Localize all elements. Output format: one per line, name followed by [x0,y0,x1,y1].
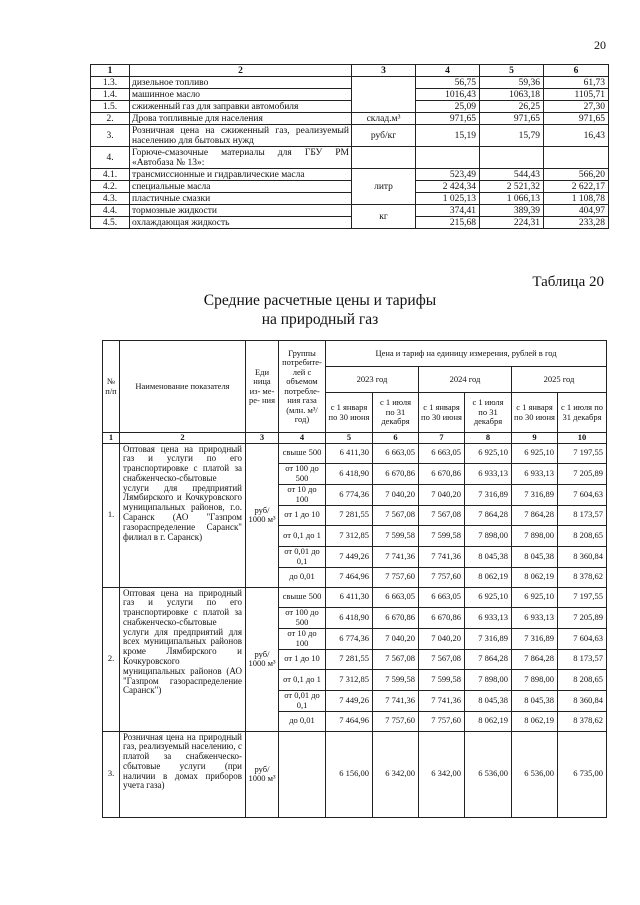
value-cell: 374,41 [416,205,480,217]
table-row [91,169,609,181]
value-cell: 7 567,08 [419,649,465,669]
value-cell: 56,75 [416,77,480,89]
header-year: 2023 год [326,367,419,393]
value-cell: 544,43 [480,169,544,181]
value-cell: 7 205,89 [558,607,607,628]
header-cell: 6 [544,65,609,77]
value-cell: 7 312,85 [326,669,373,690]
value-cell: 7 864,28 [465,505,512,525]
value-cell: 971,65 [480,113,544,125]
value-cell: 7 604,63 [558,484,607,505]
header-cell: 2 [130,65,352,77]
value-cell: 61,73 [544,77,609,89]
unit-cell [352,147,416,169]
value-cell: 8 062,19 [512,711,558,731]
value-cell: 6 925,10 [465,587,512,607]
value-cell: 2 521,32 [480,181,544,193]
value-cell: 8 062,19 [465,567,512,587]
value-cell: 971,65 [544,113,609,125]
row-number: 1.3. [91,77,130,89]
unit-cell: руб/ 1000 м³ [246,587,279,731]
table-row [91,181,609,193]
value-cell: 7 449,26 [326,546,373,567]
group-cell: от 10 до 100 [279,484,326,505]
row-name: Розничная цена на сжиженный газ, реализуемый населению для бытовых нужд [130,125,352,147]
value-cell: 224,31 [480,217,544,229]
value-cell: 1016,43 [416,89,480,101]
value-cell: 6 663,05 [419,443,465,463]
row-number: 1. [103,443,120,587]
row-number: 1.5. [91,101,130,113]
value-cell: 2 424,34 [416,181,480,193]
gas-tariffs-table [102,340,607,818]
group-cell: от 10 до 100 [279,628,326,649]
value-cell: 7 316,89 [512,628,558,649]
value-cell: 7 898,00 [512,525,558,546]
row-name: машинное масло [130,89,352,101]
group-cell: от 0,01 до 0,1 [279,690,326,711]
group-cell: от 0,1 до 1 [279,525,326,546]
value-cell: 1105,71 [544,89,609,101]
value-cell [480,147,544,169]
page-title [0,291,640,329]
value-cell: 8 173,57 [558,649,607,669]
value-cell: 6 536,00 [512,731,558,817]
value-cell: 7 599,58 [419,525,465,546]
value-cell: 7 040,20 [373,628,419,649]
value-cell: 6 933,13 [465,607,512,628]
value-cell: 7 898,00 [465,669,512,690]
value-cell: 8 208,65 [558,525,607,546]
value-cell: 6 663,05 [373,443,419,463]
table-row [91,205,609,217]
table-row [91,89,609,101]
value-cell: 6 670,86 [373,463,419,484]
value-cell: 8 378,62 [558,711,607,731]
value-cell: 7 599,58 [373,525,419,546]
column-number: 3 [246,433,279,444]
value-cell: 404,97 [544,205,609,217]
value-cell: 7 316,89 [465,484,512,505]
value-cell: 6 418,90 [326,607,373,628]
row-number: 4.4. [91,205,130,217]
header-groups: Группы потребите- лей с объемом потребле- ния газа (млн. м³/год) [279,341,326,433]
value-cell: 7 757,60 [419,567,465,587]
header-period: с 1 января по 30 июня [419,393,465,433]
unit-cell: литр [352,169,416,205]
header-unit: Еди ница из- ме- ре- ния [246,341,279,433]
table-header-row [103,341,607,367]
group-cell: до 0,01 [279,567,326,587]
row-name: трансмиссионные и гидравлические масла [130,169,352,181]
value-cell: 1 066,13 [480,193,544,205]
header-cell: 5 [480,65,544,77]
value-cell: 6 925,10 [465,443,512,463]
group-cell: от 100 до 500 [279,463,326,484]
value-cell: 6 774,36 [326,628,373,649]
table-header-row [91,65,609,77]
header-price: Цена и тариф на единицу измерения, рублей в год [326,341,607,367]
value-cell: 7 757,60 [373,711,419,731]
header-period: с 1 января по 30 июня [326,393,373,433]
table-row [91,113,609,125]
row-number: 4.3. [91,193,130,205]
header-period: с 1 июля по 31 декабря [373,393,419,433]
value-cell: 7 864,28 [465,649,512,669]
row-name: охлаждающая жидкость [130,217,352,229]
group-cell: от 0,01 до 0,1 [279,546,326,567]
row-name: сжиженный газ для заправки автомобиля [130,101,352,113]
value-cell: 8 360,84 [558,546,607,567]
value-cell: 8 173,57 [558,505,607,525]
value-cell: 7 864,28 [512,649,558,669]
value-cell [416,147,480,169]
unit-cell [352,77,416,113]
header-period: с 1 июля по 31 декабря [465,393,512,433]
value-cell: 7 741,36 [373,690,419,711]
group-cell: от 1 до 10 [279,505,326,525]
value-cell: 7 449,26 [326,690,373,711]
column-number: 1 [103,433,120,444]
value-cell: 8 208,65 [558,669,607,690]
value-cell: 6 156,00 [326,731,373,817]
column-number: 2 [120,433,246,444]
value-cell: 389,39 [480,205,544,217]
value-cell: 6 670,86 [373,607,419,628]
row-name: Оптовая цена на природный газ и услуги по его транспортировке с платой за снабженческо-сбытовые услуги для предприятий для всех муниципальных районов кроме Лямбирского и Кочкуровского муниципальных районов (АО "Газпром газораспределение Саранск") [120,587,246,731]
value-cell: 566,20 [544,169,609,181]
row-name: Оптовая цена на природный газ и услуги по его транспортировке с платой за снабженческо-сбытовые услуги для предприятий Лямбирского и Кочкуровского муниципальных районов, г.о. Саранск (АО "Газпром газораспределение Саранск" филиал в г. Саранск) [120,443,246,587]
header-period: с 1 июля по 31 декабря [558,393,607,433]
value-cell: 6 536,00 [465,731,512,817]
page-number: 20 [594,38,606,52]
table-label: Таблица 20 [532,274,604,290]
value-cell: 7 316,89 [465,628,512,649]
value-cell: 6 342,00 [419,731,465,817]
value-cell: 7 864,28 [512,505,558,525]
column-number: 4 [279,433,326,444]
row-name: тормозные жидкости [130,205,352,217]
group-cell: свыше 500 [279,443,326,463]
value-cell: 7 197,55 [558,443,607,463]
title-line-1: Средние расчетные цены и тарифы [203,292,437,309]
row-number: 1.4. [91,89,130,101]
value-cell: 6 418,90 [326,463,373,484]
value-cell: 1 025,13 [416,193,480,205]
value-cell: 7 741,36 [373,546,419,567]
group-cell: от 0,1 до 1 [279,669,326,690]
unit-cell: руб/кг [352,125,416,147]
fuel-prices-table [90,64,609,229]
value-cell: 7 741,36 [419,546,465,567]
unit-cell: склад.м³ [352,113,416,125]
value-cell: 6 735,00 [558,731,607,817]
value-cell: 7 281,55 [326,649,373,669]
table-row [103,731,607,817]
value-cell: 6 925,10 [512,443,558,463]
value-cell: 8 360,84 [558,690,607,711]
table-row [91,147,609,169]
column-number-row [103,433,607,444]
value-cell: 6 342,00 [373,731,419,817]
value-cell: 6 933,13 [512,463,558,484]
table-row [91,77,609,89]
header-year: 2025 год [512,367,607,393]
value-cell: 6 663,05 [419,587,465,607]
value-cell: 1 108,78 [544,193,609,205]
row-number: 4.5. [91,217,130,229]
value-cell: 7 281,55 [326,505,373,525]
value-cell: 8 045,38 [512,690,558,711]
value-cell: 8 062,19 [512,567,558,587]
value-cell: 2 622,17 [544,181,609,193]
group-cell [279,731,326,817]
column-number: 9 [512,433,558,444]
value-cell: 7 898,00 [465,525,512,546]
header-cell: 3 [352,65,416,77]
row-number: 2. [91,113,130,125]
unit-cell: руб/ 1000 м³ [246,443,279,587]
value-cell: 7 567,08 [373,505,419,525]
value-cell: 523,49 [416,169,480,181]
group-cell: от 100 до 500 [279,607,326,628]
row-number: 4. [91,147,130,169]
value-cell: 25,09 [416,101,480,113]
value-cell: 8 045,38 [512,546,558,567]
table-row [91,193,609,205]
row-name: Горюче-смазочные материалы для ГБУ РМ «Автобаза № 13»: [130,147,352,169]
value-cell: 8 062,19 [465,711,512,731]
row-name: Розничная цена на природный газ, реализуемый населению, с платой за снабженческо-сбытовые услуги (при наличии в домах приборов учета газа) [120,731,246,817]
value-cell: 1063,18 [480,89,544,101]
value-cell: 6 663,05 [373,587,419,607]
value-cell: 27,30 [544,101,609,113]
column-number: 8 [465,433,512,444]
value-cell: 7 599,58 [419,669,465,690]
column-number: 5 [326,433,373,444]
row-number: 4.1. [91,169,130,181]
group-cell: свыше 500 [279,587,326,607]
title-line-2: на природный газ [261,311,379,328]
column-number: 10 [558,433,607,444]
value-cell: 7 040,20 [373,484,419,505]
value-cell: 7 757,60 [373,567,419,587]
value-cell: 6 933,13 [512,607,558,628]
header-name: Наименование показателя [120,341,246,433]
row-number: 3. [91,125,130,147]
value-cell: 15,19 [416,125,480,147]
row-name: пластичные смазки [130,193,352,205]
row-number: 2. [103,587,120,731]
value-cell: 6 411,30 [326,443,373,463]
header-cell: 4 [416,65,480,77]
value-cell: 8 045,38 [465,546,512,567]
header-num: № п/п [103,341,120,433]
value-cell: 7 197,55 [558,587,607,607]
value-cell: 6 670,86 [419,463,465,484]
value-cell: 7 898,00 [512,669,558,690]
group-cell: до 0,01 [279,711,326,731]
row-name: специальные масла [130,181,352,193]
value-cell: 6 670,86 [419,607,465,628]
header-year: 2024 год [419,367,512,393]
value-cell: 7 205,89 [558,463,607,484]
value-cell: 16,43 [544,125,609,147]
value-cell: 7 741,36 [419,690,465,711]
value-cell: 6 774,36 [326,484,373,505]
value-cell: 15,79 [480,125,544,147]
header-period: с 1 января по 30 июня [512,393,558,433]
value-cell: 215,68 [416,217,480,229]
table-row [103,443,607,463]
unit-cell: кг [352,205,416,229]
value-cell: 233,28 [544,217,609,229]
value-cell: 7 599,58 [373,669,419,690]
value-cell: 6 925,10 [512,587,558,607]
value-cell [544,147,609,169]
row-number: 4.2. [91,181,130,193]
table-row [91,101,609,113]
value-cell: 7 567,08 [419,505,465,525]
row-name: Дрова топливные для населения [130,113,352,125]
value-cell: 7 567,08 [373,649,419,669]
value-cell: 8 378,62 [558,567,607,587]
column-number: 6 [373,433,419,444]
value-cell: 6 411,30 [326,587,373,607]
header-cell: 1 [91,65,130,77]
value-cell: 6 933,13 [465,463,512,484]
value-cell: 7 040,20 [419,628,465,649]
row-number: 3. [103,731,120,817]
value-cell: 8 045,38 [465,690,512,711]
value-cell: 7 464,96 [326,711,373,731]
row-name: дизельное топливо [130,77,352,89]
value-cell: 971,65 [416,113,480,125]
value-cell: 7 316,89 [512,484,558,505]
unit-cell: руб/ 1000 м³ [246,731,279,817]
table-row [91,125,609,147]
value-cell: 7 464,96 [326,567,373,587]
value-cell: 7 312,85 [326,525,373,546]
value-cell: 7 604,63 [558,628,607,649]
column-number: 7 [419,433,465,444]
value-cell: 7 040,20 [419,484,465,505]
value-cell: 59,36 [480,77,544,89]
table-row [103,587,607,607]
value-cell: 26,25 [480,101,544,113]
group-cell: от 1 до 10 [279,649,326,669]
value-cell: 7 757,60 [419,711,465,731]
table-row [91,217,609,229]
